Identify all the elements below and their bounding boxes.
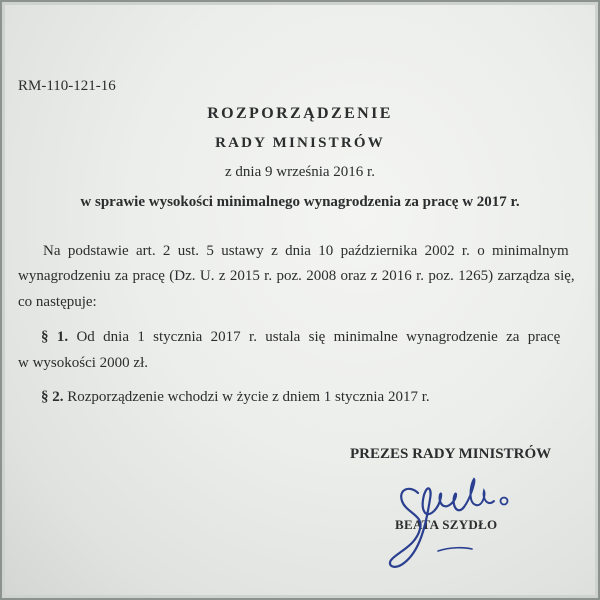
preamble-line: co następuje: bbox=[18, 294, 97, 310]
section-1-text: Od dnia 1 stycznia 2017 r. ustala się minimalne wynagrodzenie za pracę bbox=[76, 329, 561, 345]
section-2-text: Rozporządzenie wchodzi w życie z dniem 1 stycznia 2017 r. bbox=[67, 389, 430, 405]
section-1-mark: § 1. bbox=[41, 329, 69, 345]
section-1 bbox=[41, 329, 560, 346]
section-1-continuation: w wysokości 2000 zł. bbox=[18, 355, 148, 371]
section-2-mark: § 2. bbox=[41, 389, 64, 405]
preamble-line: Na podstawie art. 2 ust. 5 ustawy z dnia 10 października 2002 r. o minimalnym bbox=[43, 243, 569, 259]
document-issuer: RADY MINISTRÓW bbox=[215, 135, 385, 151]
document-title: ROZPORZĄDZENIE bbox=[207, 105, 393, 122]
preamble-line: wynagrodzeniu za pracę (Dz. U. z 2015 r. poz. 2008 oraz z 2016 r. poz. 1265) zarządza się, bbox=[18, 268, 575, 284]
document-date: z dnia 9 września 2016 r. bbox=[225, 164, 375, 180]
signer-title: PREZES RADY MINISTRÓW bbox=[350, 446, 552, 462]
document-subject: w sprawie wysokości minimalnego wynagrodzenia za pracę w 2017 r. bbox=[80, 194, 520, 210]
signer-name: BEATA SZYDŁO bbox=[395, 517, 498, 532]
handwritten-signature bbox=[380, 455, 540, 575]
document-page bbox=[5, 5, 595, 595]
document-number: RM-110-121-16 bbox=[18, 78, 116, 94]
section-2 bbox=[41, 389, 430, 406]
